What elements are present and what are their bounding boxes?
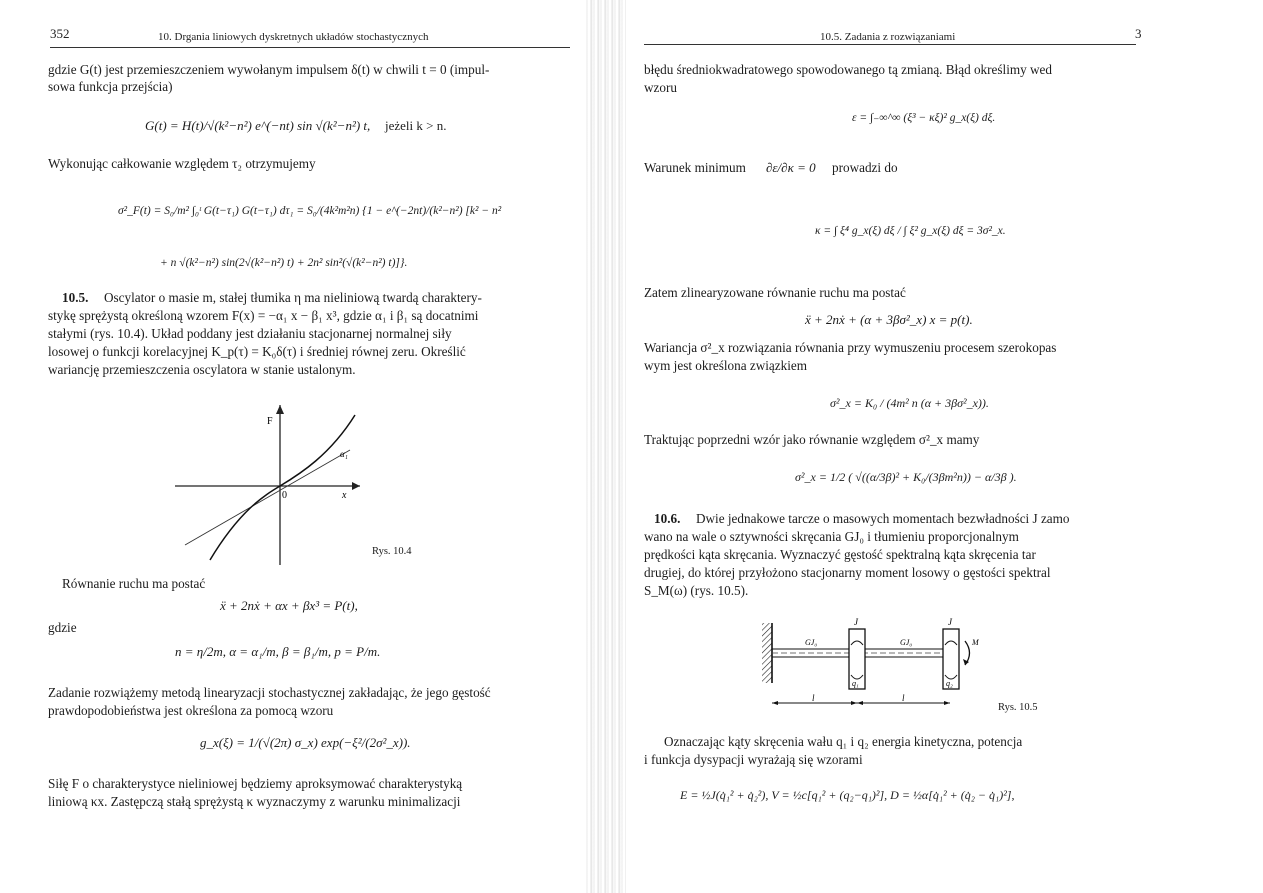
label-GJ0-2: GJ₀ <box>900 638 913 647</box>
figure-caption: Rys. 10.5 <box>998 702 1038 713</box>
label-0: 0 <box>282 490 287 501</box>
text-line: Siłę F o charakterystyce nieliniowej będziemy aproksymować charakterystyką <box>48 776 463 791</box>
text-line: liniową κx. Zastępczą stałą sprężystą κ wyznaczymy z warunku minimalizacji <box>48 794 461 809</box>
label-x: x <box>342 490 347 501</box>
text-line: Zadanie rozwiążemy metodą linearyzacji stochastycznej zakładając, że jego gęstość <box>48 685 491 700</box>
header-rule <box>644 44 1136 45</box>
running-header: 10. Drgania liniowych dyskretnych układów stochastycznych <box>158 31 429 43</box>
text-line: Zatem zlinearyzowane równanie ruchu ma postać <box>644 285 906 300</box>
figure-caption: Rys. 10.4 <box>372 546 412 557</box>
page-number: 352 <box>50 26 70 41</box>
header-rule <box>50 47 570 48</box>
label-alpha: α₁ <box>340 449 348 459</box>
text-line: wzoru <box>644 80 677 95</box>
formula-solution: σ²_x = 1/2 ( √((α/3β)² + K₀/(3βm²n)) − α/3β ). <box>795 470 1017 484</box>
label-F: F <box>267 416 273 427</box>
text-line: drugiej, do której przyłożono stacjonarny moment losowy o gęstości spektral <box>644 565 1051 580</box>
text-line: stykę sprężystą określoną wzorem F(x) = −α₁ x − β₁ x³, gdzie α₁ i β₁ są docatnimi <box>48 308 479 323</box>
formula-eps: ε = ∫₋∞^∞ (ξ³ − κξ)² g_x(ξ) dξ. <box>852 112 996 124</box>
text-line: prędkości kąta skręcania. Wyznaczyć gęstość spektralną kąta skręcenia tar <box>644 547 1036 562</box>
label-GJ0-1: GJ₀ <box>805 638 818 647</box>
label-q2: q₂ <box>946 679 953 688</box>
formula-motion: ẍ + 2nẋ + αx + βx³ = P(t), <box>220 598 358 613</box>
label-J1: J <box>854 617 858 627</box>
text-line: Wariancja σ²_x rozwiązania równania przy wymuszeniu procesem szerokopas <box>644 340 1057 355</box>
figure-spring-characteristic <box>170 400 400 570</box>
text-line: gdzie <box>48 620 77 635</box>
text-line: Traktując poprzedni wzór jako równanie względem σ²_x mamy <box>644 432 980 447</box>
right-page <box>620 0 1263 893</box>
label-M: M <box>972 638 979 647</box>
text-line: stałymi (rys. 10.4). Układ poddany jest działaniu stacjonarnej normalnej siły <box>48 326 452 341</box>
running-header: 10.5. Zadania z rozwiązaniami <box>820 31 956 43</box>
label-J2: J <box>948 617 952 627</box>
label-l1: l <box>812 693 815 703</box>
formula-linearized: ẍ + 2nẋ + (α + 3βσ²_x) x = p(t). <box>805 312 973 327</box>
formula-G-condition: jeżeli k > n. <box>385 118 447 133</box>
text-line: prowadzi do <box>832 160 898 175</box>
text-line: Wykonując całkowanie względem τ₂ otrzymujemy <box>48 156 316 171</box>
text-line: Dwie jednakowe tarcze o masowych momentach bezwładności J zamo <box>696 511 1070 526</box>
formula-energy: E = ½J(q̇₁² + q̇₂²), V = ½c[q₁² + (q₂−q₁)²], D = ½α[q̇₁² + (q̇₂ − q̇₁)²], <box>680 788 1015 802</box>
figure-shaft-disks <box>760 615 990 715</box>
label-l2: l <box>902 693 905 703</box>
problem-number: 10.6. <box>654 511 681 526</box>
text-line: gdzie G(t) jest przemieszczeniem wywołanym impulsem δ(t) w chwili t = 0 (impul- <box>48 62 490 77</box>
text-line: Równanie ruchu ma postać <box>62 576 206 591</box>
label-q1: q₁ <box>852 679 859 688</box>
text-line: wym jest określona związkiem <box>644 358 807 373</box>
problem-number: 10.5. <box>62 290 89 305</box>
formula-dcond: ∂ε/∂κ = 0 <box>766 160 816 175</box>
formula-variance: σ²_x = K₀ / (4m² n (α + 3βσ²_x)). <box>830 396 989 410</box>
text-line: sowa funkcja przejścia) <box>48 79 173 94</box>
text-line: S_M(ω) (rys. 10.5). <box>644 583 749 598</box>
text-line: i funkcja dysypacji wyrażają się wzorami <box>644 752 863 767</box>
page-number: 3 <box>1135 26 1142 41</box>
text-line: wariancję przemieszczenia oscylatora w stanie ustalonym. <box>48 362 356 377</box>
text-line: prawdopodobieństwa jest określona za pomocą wzoru <box>48 703 334 718</box>
text-line: błędu średniokwadratowego spowodowanego tą zmianą. Błąd określimy wed <box>644 62 1052 77</box>
formula-sigma-cont: + n √(k²−n²) sin(2√(k²−n²) t) + 2n² sin²(√(k²−n²) t)]}. <box>160 257 408 269</box>
formula-kappa: κ = ∫ ξ⁴ g_x(ξ) dξ / ∫ ξ² g_x(ξ) dξ = 3σ²_x. <box>815 225 1006 237</box>
text-line: wano na wale o sztywności skręcania GJ₀ i tłumieniu proporcjonalnym <box>644 529 1019 544</box>
text-line: Oscylator o masie m, stałej tłumika η ma nieliniową twardą charaktery- <box>104 290 482 305</box>
text-line: losowej o funkcji korelacyjnej K_p(τ) = K₀δ(τ) i średniej równej zeru. Określić <box>48 344 466 359</box>
text-line: Warunek minimum <box>644 160 746 175</box>
text-line: Oznaczając kąty skręcenia wału q₁ i q₂ energia kinetyczna, potencja <box>664 734 1023 749</box>
formula-gx: g_x(ξ) = 1/(√(2π) σ_x) exp(−ξ²/(2σ²_x)). <box>200 735 411 750</box>
formula-G: G(t) = H(t)/√(k²−n²) e^(−nt) sin √(k²−n²) t, <box>145 118 371 133</box>
formula-sigma: σ²_F(t) = S₀/m² ∫₀ᵗ G(t−τ₁) G(t−τ₁) dτ₁ = S₀/(4k²m²n) {1 − e^(−2nt)/(k²−n²) [k² − n² <box>118 205 502 217</box>
left-page <box>0 0 600 893</box>
formula-defs: n = η/2m, α = α₁/m, β = β₁/m, p = P/m. <box>175 644 381 659</box>
